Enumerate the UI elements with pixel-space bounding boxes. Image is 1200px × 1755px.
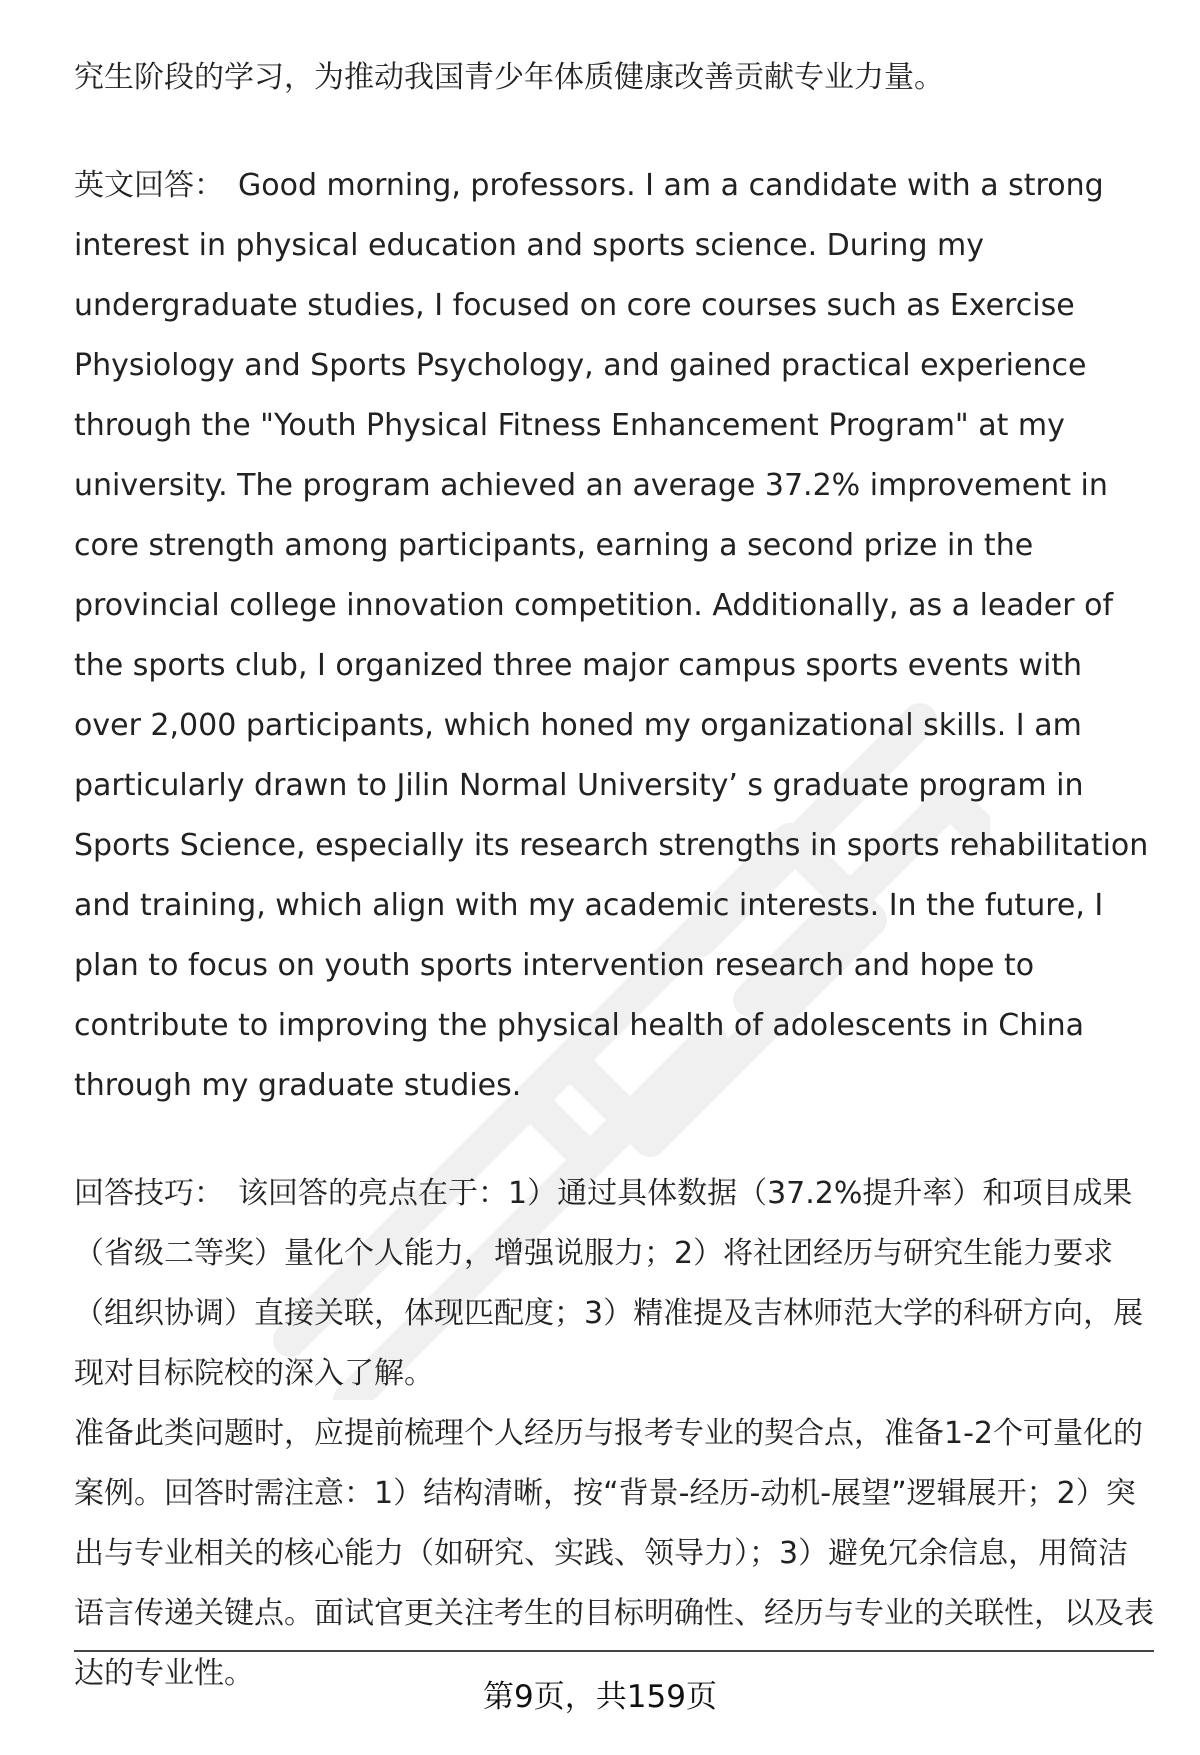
footer-divider — [74, 1650, 1154, 1652]
english-answer-paragraph — [74, 156, 1154, 1116]
preparation-advice-paragraph: 准备此类问题时，应提前梳理个人经历与报考专业的契合点，准备1-2个可量化的案例。回答时需注意：1）结构清晰，按“背景-经历-动机-展望”逻辑展开；2）突出与专业相关的核心能力（如研究、实践、领导力）；3）避免冗余信息，用简洁语言传递关键点。面试官更关注考生的目标明确性、经历与专业的关联性，以及表达的专业性。 — [74, 1416, 1154, 1691]
answer-tips-paragraph — [74, 1164, 1154, 1404]
answer-tips-text: 该回答的亮点在于：1）通过具体数据（37.2%提升率）和项目成果（省级二等奖）量化个人能力，增强说服力；2）将社团经历与研究生能力要求（组织协调）直接关联，体现匹配度；3）精准提及吉林师范大学的科研方向，展现对目标院校的深入了解。 — [74, 1176, 1144, 1391]
english-answer-label: 英文回答： — [74, 168, 224, 203]
page-indicator: 第9页，共159页 — [483, 1679, 717, 1715]
page-content — [74, 48, 1154, 1704]
intro-tail-paragraph: 究生阶段的学习，为推动我国青少年体质健康改善贡献专业力量。 — [74, 60, 944, 95]
english-answer-text: Good morning, professors. I am a candidate with a strong interest in physical education and sports science. During my undergraduate studies, I focused on core courses such as Exercise Physiology and Sports Psychology, and gained practical experience through the "Youth Physical Fitness Enhancement Program" at my university. The program achieved an average 37.2% improvement in core strength among participants, earning a second prize in the provincial college innovation competition. Additionally, as a leader of the sports club, I organized three major campus sports events with over 2,000 participants, which honed my organizational skills. I am particularly drawn to Jilin Normal University’ s graduate program in Sports Science, especially its research strengths in sports rehabilitation and training, which align with my academic interests. In the future, I plan to focus on youth sports intervention research and hope to contribute to improving the physical health of adolescents in China through my graduate studies. — [74, 168, 1149, 1103]
answer-tips-label: 回答技巧： — [74, 1176, 224, 1211]
